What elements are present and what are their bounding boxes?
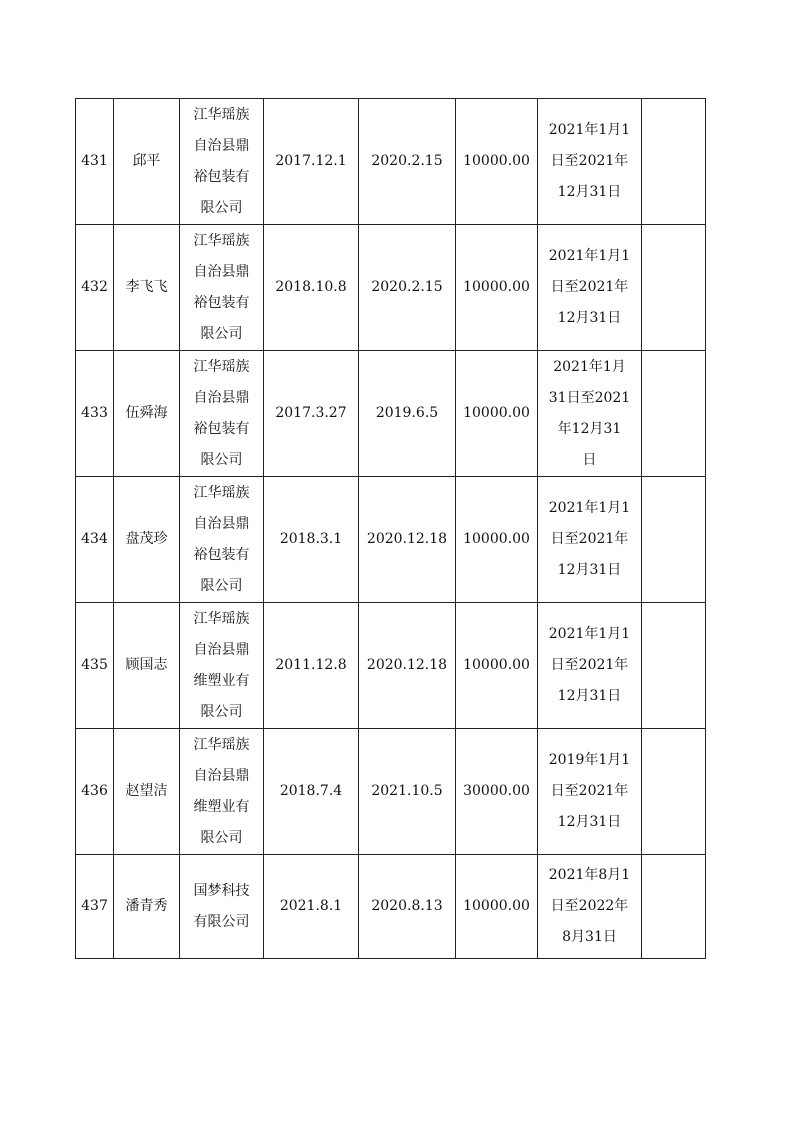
table-row bbox=[76, 729, 706, 855]
period-line: 2021年1月1 bbox=[548, 122, 631, 138]
start-date-cell: 2017.12.1 bbox=[264, 99, 359, 225]
period-line: 2021年1月 bbox=[553, 358, 626, 375]
start-date-cell: 2018.3.1 bbox=[264, 477, 359, 603]
start-date-cell: 2018.10.8 bbox=[264, 225, 359, 351]
period-line: 日至2021年 bbox=[550, 279, 629, 295]
period-line: 12月31日 bbox=[557, 310, 622, 326]
company-name-cell bbox=[180, 99, 264, 225]
period-line: 2021年8月1 bbox=[548, 867, 631, 883]
company-name-line: 限公司 bbox=[200, 829, 243, 846]
note-cell bbox=[642, 729, 706, 855]
company-name-line: 自治县鼎 bbox=[193, 767, 250, 784]
row-number-cell: 434 bbox=[76, 477, 114, 603]
table-row bbox=[76, 351, 706, 477]
row-number-cell: 436 bbox=[76, 729, 114, 855]
table-row bbox=[76, 855, 706, 959]
table-body bbox=[76, 99, 706, 959]
company-name-line: 有限公司 bbox=[193, 913, 250, 930]
person-name-cell: 邱平 bbox=[114, 99, 180, 225]
company-name-line: 自治县鼎 bbox=[193, 137, 250, 154]
period-line: 12月31日 bbox=[557, 814, 622, 830]
company-name-line: 江华瑶族 bbox=[193, 736, 250, 753]
period-cell bbox=[538, 477, 642, 603]
period-line: 31日至2021 bbox=[548, 389, 631, 406]
company-name-line: 自治县鼎 bbox=[193, 389, 250, 406]
row-number-cell: 432 bbox=[76, 225, 114, 351]
loan-table bbox=[75, 98, 706, 959]
amount-cell: 10000.00 bbox=[456, 351, 538, 477]
period-line: 日至2022年 bbox=[550, 898, 629, 914]
note-cell bbox=[642, 225, 706, 351]
company-name-line: 限公司 bbox=[200, 577, 243, 594]
period-cell bbox=[538, 855, 642, 959]
company-name-line: 限公司 bbox=[200, 451, 243, 468]
period-cell bbox=[538, 225, 642, 351]
start-date-cell: 2017.3.27 bbox=[264, 351, 359, 477]
company-name-line: 限公司 bbox=[200, 703, 243, 720]
end-date-cell: 2020.2.15 bbox=[359, 99, 456, 225]
company-name-line: 裕包装有 bbox=[193, 546, 250, 563]
period-line: 年12月31 bbox=[557, 420, 622, 437]
period-cell bbox=[538, 351, 642, 477]
company-name-line: 自治县鼎 bbox=[193, 515, 250, 532]
company-name-line: 限公司 bbox=[200, 325, 243, 342]
company-name-line: 江华瑶族 bbox=[193, 358, 250, 375]
company-name-line: 国梦科技 bbox=[193, 882, 250, 899]
period-line: 日至2021年 bbox=[550, 657, 629, 673]
period-line: 12月31日 bbox=[557, 184, 622, 200]
table-row bbox=[76, 99, 706, 225]
company-name-line: 江华瑶族 bbox=[193, 232, 250, 249]
company-name-line: 裕包装有 bbox=[193, 420, 250, 437]
company-name-cell bbox=[180, 603, 264, 729]
end-date-cell: 2020.12.18 bbox=[359, 477, 456, 603]
note-cell bbox=[642, 477, 706, 603]
start-date-cell: 2021.8.1 bbox=[264, 855, 359, 959]
period-line: 2021年1月1 bbox=[548, 248, 631, 264]
period-line: 12月31日 bbox=[557, 688, 622, 704]
person-name-cell: 李飞飞 bbox=[114, 225, 180, 351]
row-number-cell: 431 bbox=[76, 99, 114, 225]
note-cell bbox=[642, 351, 706, 477]
table-row bbox=[76, 225, 706, 351]
company-name-cell bbox=[180, 351, 264, 477]
company-name-cell bbox=[180, 225, 264, 351]
note-cell bbox=[642, 603, 706, 729]
period-line: 2021年1月1 bbox=[548, 626, 631, 642]
end-date-cell: 2019.6.5 bbox=[359, 351, 456, 477]
table-row bbox=[76, 477, 706, 603]
amount-cell: 10000.00 bbox=[456, 477, 538, 603]
person-name-cell: 盘茂珍 bbox=[114, 477, 180, 603]
company-name-cell bbox=[180, 729, 264, 855]
period-line: 2021年1月1 bbox=[548, 500, 631, 516]
company-name-line: 裕包装有 bbox=[193, 168, 250, 185]
company-name-line: 江华瑶族 bbox=[193, 106, 250, 123]
company-name-cell bbox=[180, 855, 264, 959]
period-line: 日至2021年 bbox=[550, 783, 629, 799]
period-line: 日 bbox=[582, 451, 597, 468]
period-line: 12月31日 bbox=[557, 562, 622, 578]
period-line: 日至2021年 bbox=[550, 153, 629, 169]
row-number-cell: 433 bbox=[76, 351, 114, 477]
company-name-line: 裕包装有 bbox=[193, 294, 250, 311]
start-date-cell: 2011.12.8 bbox=[264, 603, 359, 729]
table-row bbox=[76, 603, 706, 729]
period-cell bbox=[538, 99, 642, 225]
company-name-line: 自治县鼎 bbox=[193, 263, 250, 280]
period-line: 日至2021年 bbox=[550, 531, 629, 547]
person-name-cell: 赵望洁 bbox=[114, 729, 180, 855]
person-name-cell: 伍舜海 bbox=[114, 351, 180, 477]
amount-cell: 10000.00 bbox=[456, 99, 538, 225]
period-cell bbox=[538, 729, 642, 855]
person-name-cell: 潘青秀 bbox=[114, 855, 180, 959]
company-name-line: 维塑业有 bbox=[193, 798, 250, 815]
company-name-line: 自治县鼎 bbox=[193, 641, 250, 658]
amount-cell: 30000.00 bbox=[456, 729, 538, 855]
amount-cell: 10000.00 bbox=[456, 855, 538, 959]
company-name-line: 限公司 bbox=[200, 199, 243, 216]
company-name-line: 维塑业有 bbox=[193, 672, 250, 689]
company-name-line: 江华瑶族 bbox=[193, 610, 250, 627]
row-number-cell: 435 bbox=[76, 603, 114, 729]
end-date-cell: 2020.8.13 bbox=[359, 855, 456, 959]
person-name-cell: 顾国志 bbox=[114, 603, 180, 729]
period-line: 2019年1月1 bbox=[548, 752, 631, 768]
start-date-cell: 2018.7.4 bbox=[264, 729, 359, 855]
company-name-cell bbox=[180, 477, 264, 603]
note-cell bbox=[642, 855, 706, 959]
company-name-line: 江华瑶族 bbox=[193, 484, 250, 501]
period-cell bbox=[538, 603, 642, 729]
period-line: 8月31日 bbox=[562, 929, 617, 945]
end-date-cell: 2020.12.18 bbox=[359, 603, 456, 729]
note-cell bbox=[642, 99, 706, 225]
amount-cell: 10000.00 bbox=[456, 225, 538, 351]
row-number-cell: 437 bbox=[76, 855, 114, 959]
amount-cell: 10000.00 bbox=[456, 603, 538, 729]
end-date-cell: 2020.2.15 bbox=[359, 225, 456, 351]
end-date-cell: 2021.10.5 bbox=[359, 729, 456, 855]
